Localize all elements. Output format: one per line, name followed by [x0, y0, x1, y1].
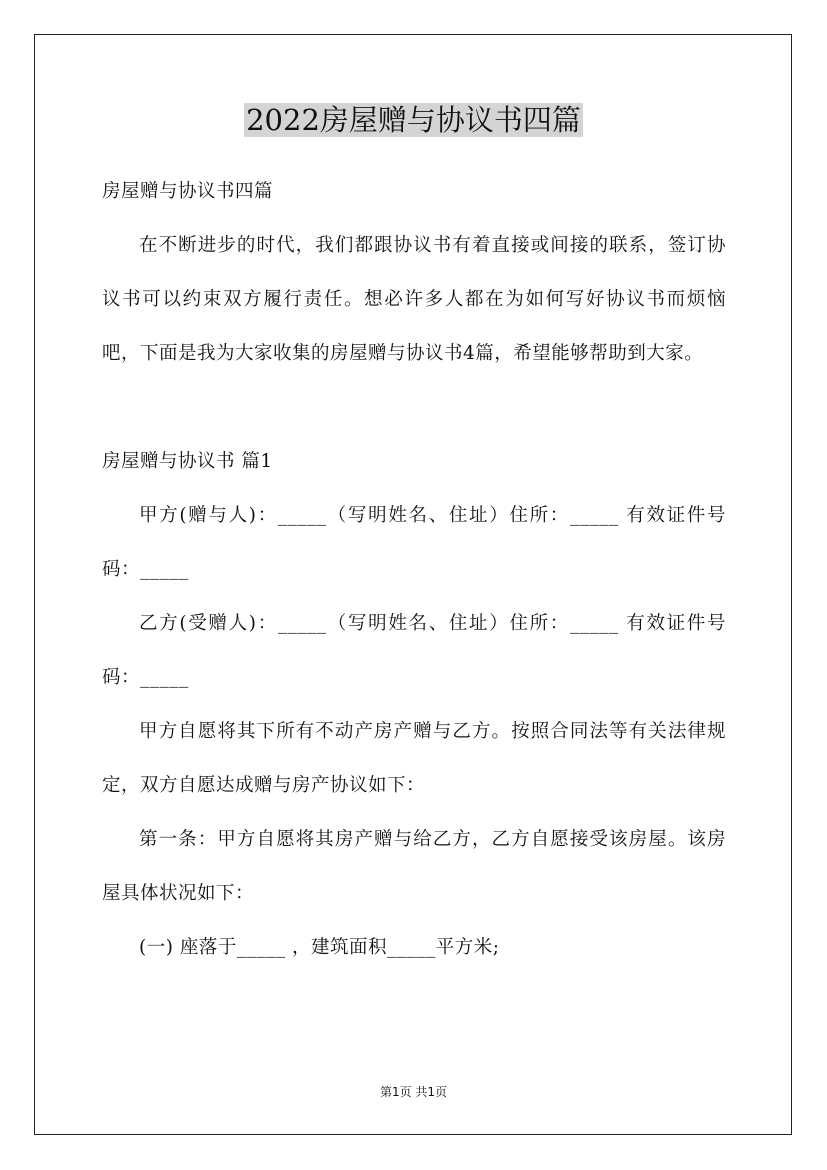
page-number-footer: 第1页 共1页 [379, 1085, 448, 1099]
article-one-paragraph: 第一条：甲方自愿将其房产赠与给乙方，乙方自愿接受该房屋。该房屋具体状况如下： [102, 829, 726, 904]
party-b-paragraph: 乙方(受赠人)：_____（写明姓名、住址）住所：_____ 有效证件号码：_____ [102, 613, 726, 688]
section-spacer [102, 381, 726, 435]
document-title [0, 100, 827, 140]
property-location-paragraph: (一) 座落于_____ ，建筑面积_____平方米; [139, 937, 500, 958]
document-body [102, 165, 726, 975]
document-title-text: 2022房屋赠与协议书四篇 [246, 103, 581, 137]
party-a-paragraph: 甲方(赠与人)：_____（写明姓名、住址）住所：_____ 有效证件号码：_____ [102, 505, 726, 580]
intro-paragraph: 在不断进步的时代，我们都跟协议书有着直接或间接的联系，签订协议书可以约束双方履行责任。想必许多人都在为如何写好协议书而烦恼吧，下面是我为大家收集的房屋赠与协议书4篇，希望能够帮助到大家。 [102, 235, 726, 364]
gift-statement-paragraph: 甲方自愿将其下所有不动产房产赠与乙方。按照合同法等有关法律规定，双方自愿达成赠与房产协议如下： [102, 721, 726, 796]
document-subtitle: 房屋赠与协议书四篇 [102, 181, 274, 202]
section-heading: 房屋赠与协议书 篇1 [102, 451, 273, 472]
